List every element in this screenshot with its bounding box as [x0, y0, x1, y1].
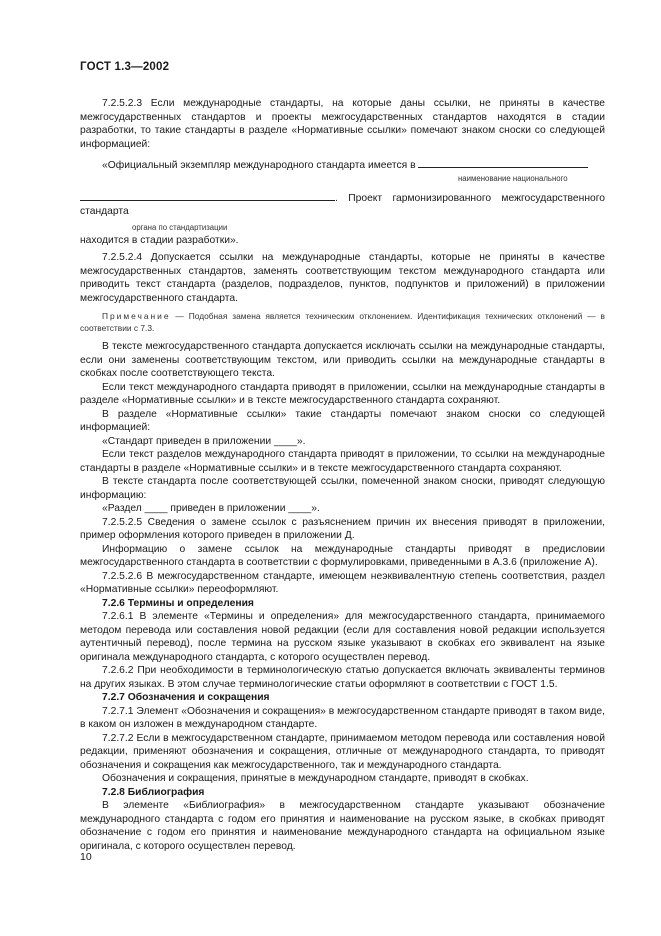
section-heading-terms: 7.2.6 Термины и определения	[102, 597, 254, 609]
caption-national-body-name	[80, 174, 605, 184]
footnote-template-text-2: . Проект гармонизированного межгосударственного стандарта	[80, 192, 605, 217]
blank-line-2	[80, 190, 335, 201]
paragraph-bibliography: В элементе «Библиография» в межгосударственном стандарте указывают обозначение международного стандарта с годом его принятия и наименование на русском языке, в скобках приводят обозначение с годом его принятия и наименование международного стандарта на официальном языке оригинала, с которого осуществлен перевод.	[80, 800, 605, 852]
paragraph-text: «Стандарт приведен в приложении ____».	[102, 435, 306, 447]
paragraph-7-2-7-2: 7.2.7.2 Если в межгосударственном стандарте, принимаемом методом перевода или составления новой редакции, применяют обозначения и сокращения, отличные от международного стандарта, то приводят обозначения и сокращения как межгосударственного, так и международного стандарта.	[80, 732, 605, 771]
paragraph-7-2-7-1: 7.2.7.1 Элемент «Обозначения и сокращения» в межгосударственном стандарте приводят в таком виде, в каком он изложен в международном стандарте.	[80, 705, 605, 730]
paragraph-text: В разделе «Нормативные ссылки» такие стандарты помечают знаком сноски со следующей информацией:	[80, 408, 605, 433]
paragraph-text: «Раздел ____ приведен в приложении ____».	[102, 503, 320, 514]
note-text: — Подобная замена является техническим отклонением. Идентификация технических отклонений — в соответствии с 7.3.	[80, 311, 605, 333]
paragraph-7-2-5-2-3: 7.2.5.2.3 Если международные стандарты, на которые даны ссылки, не приняты в качестве межгосударственных стандартов и проекты межгосударственных стандартов находятся в стадии разработки, то такие стандарты в разделе «Нормативные ссылки» помечают знаком сноски со следующей информацией:	[80, 98, 605, 150]
section-heading-bibliography: 7.2.8 Библиография	[102, 786, 205, 798]
paragraph-7-2-5-2-6: 7.2.5.2.6 В межгосударственном стандарте, имеющем неэквивалентную степень соответствия, раздел «Нормативные ссылки» переоформляют.	[80, 570, 605, 595]
document-header: ГОСТ 1.3—2002	[80, 61, 170, 73]
paragraph-text: Если текст разделов международного стандарта приводят в приложении, то ссылки на международные стандарты в разделе «Нормативные ссылки» и в тексте межгосударственного стандарта сохраняют.	[80, 449, 605, 474]
paragraph-7-2-5-2-4: 7.2.5.2.4 Допускается ссылки на международные стандарты, которые не приняты в качестве межгосударственных стандартов, заменять соответствующим текстом международного стандарта или приводить текст стандарта (разделов, подразделов, пунктов, подпунктов и приложений) в приложении межгосударственного стандарта.	[80, 252, 605, 304]
note-label: Примечание	[102, 311, 171, 321]
section-heading-abbreviations: 7.2.7 Обозначения и сокращения	[102, 692, 270, 703]
footnote-template-line-3: находится в стадии разработки».	[80, 234, 239, 246]
paragraph-7-2-6-2: 7.2.6.2 При необходимости в терминологическую статью допускается включать эквиваленты терминов на других языках. В этом случае терминологические статьи оформляют в соответствии с ГОСТ 1.5.	[80, 665, 605, 690]
page-number: 10	[80, 851, 92, 863]
paragraph-7-2-5-2-5: 7.2.5.2.5 Сведения о замене ссылок с разъяснением причин их внесения приводят в приложении, пример оформления которого приведен в приложении Д.	[80, 516, 605, 541]
paragraph-7-2-6-1: 7.2.6.1 В элементе «Термины и определения» для межгосударственного стандарта, принимаемого методом перевода или составления новой редакции (если для составления новой редакции используется аутентичный перевод), после термина на русском языке указывают в скобках его эквивалент на языке оригинала международного стандарта, с которого осуществлен перевод.	[80, 611, 605, 663]
caption-text-1: наименование национального	[458, 173, 568, 183]
paragraph-text: Обозначения и сокращения, принятые в международном стандарте, приводят в скобках.	[102, 773, 529, 784]
footnote-template-line-1	[80, 157, 605, 173]
blank-line-1	[418, 157, 588, 168]
paragraph-text: В тексте межгосударственного стандарта допускается исключать ссылки на международные стандарты, если они заменены соответствующим текстом, или приводить ссылки на международные стандарты в скобках после соответствующего текста.	[80, 341, 605, 379]
caption-standardization-body	[80, 223, 605, 233]
caption-text-2: органа по стандартизации	[132, 222, 228, 232]
note	[80, 310, 605, 334]
paragraph-text: В тексте стандарта после соответствующей ссылки, помеченной знаком сноски, приводят следующую информацию:	[80, 476, 605, 501]
footnote-template-text: «Официальный экземпляр международного стандарта имеется в	[102, 160, 416, 171]
footnote-template-line-2	[80, 190, 605, 219]
page-body	[80, 97, 605, 853]
paragraph-text: Информацию о замене ссылок на международные стандарты приводят в предисловии межгосударственного стандарта в соответствии с формулировками, приведенными в А.3.6 (приложение А).	[80, 543, 605, 568]
paragraph-text: Если текст международного стандарта приводят в приложении, ссылки на международные стандарты в разделе «Нормативные ссылки» и в тексте межгосударственного стандарта сохраняют.	[80, 381, 605, 406]
